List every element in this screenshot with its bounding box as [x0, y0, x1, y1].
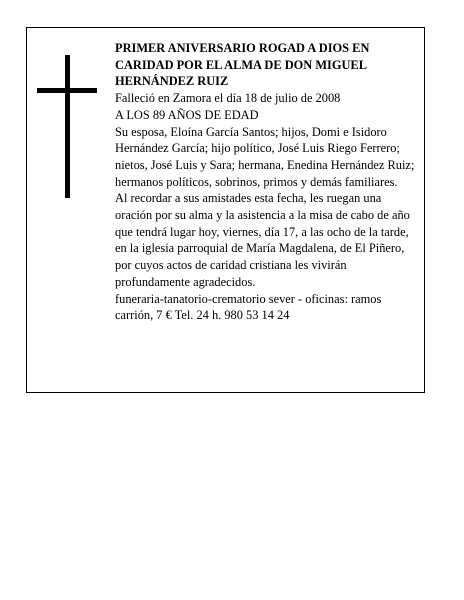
notice-title: PRIMER ANIVERSARIO ROGAD A DIOS EN CARIDAD POR EL ALMA DE DON MIGUEL HERNÁNDEZ RUIZ [115, 41, 370, 89]
obituary-notice [26, 27, 425, 393]
funeral-home-line: funeraria-tanatorio-crematorio sever - oficinas: ramos carrión, 7 € Tel. 24 h. 980 53 14 24 [115, 291, 382, 323]
cross-icon [37, 55, 97, 198]
family-paragraph: Su esposa, Eloína García Santos; hijos, Domi e Isidoro Hernández García; hijo político, José Luis Riego Ferrero; nietos, José Luis y Sara; hermana, Enedina Hernández Ruiz; hermanos políticos, sobrinos, primos y demás familiares. [115, 124, 415, 189]
cross-horizontal-bar [37, 88, 97, 93]
cross-vertical-bar [65, 55, 70, 198]
age-line: A LOS 89 AÑOS DE EDAD [115, 107, 259, 122]
notice-text [115, 40, 420, 324]
invitation-paragraph: Al recordar a sus amistades esta fecha, les ruegan una oración por su alma y la asistencia a la misa de cabo de año que tendrá lugar hoy, viernes, día 17, a las ocho de la tarde, en la iglesia parroquial de María Magdalena, de El Piñero, por cuyos actos de caridad cristiana les vivirán profundamente agradecidos. [115, 191, 410, 289]
death-line: Falleció en Zamora el día 18 de julio de 2008 [115, 91, 341, 106]
